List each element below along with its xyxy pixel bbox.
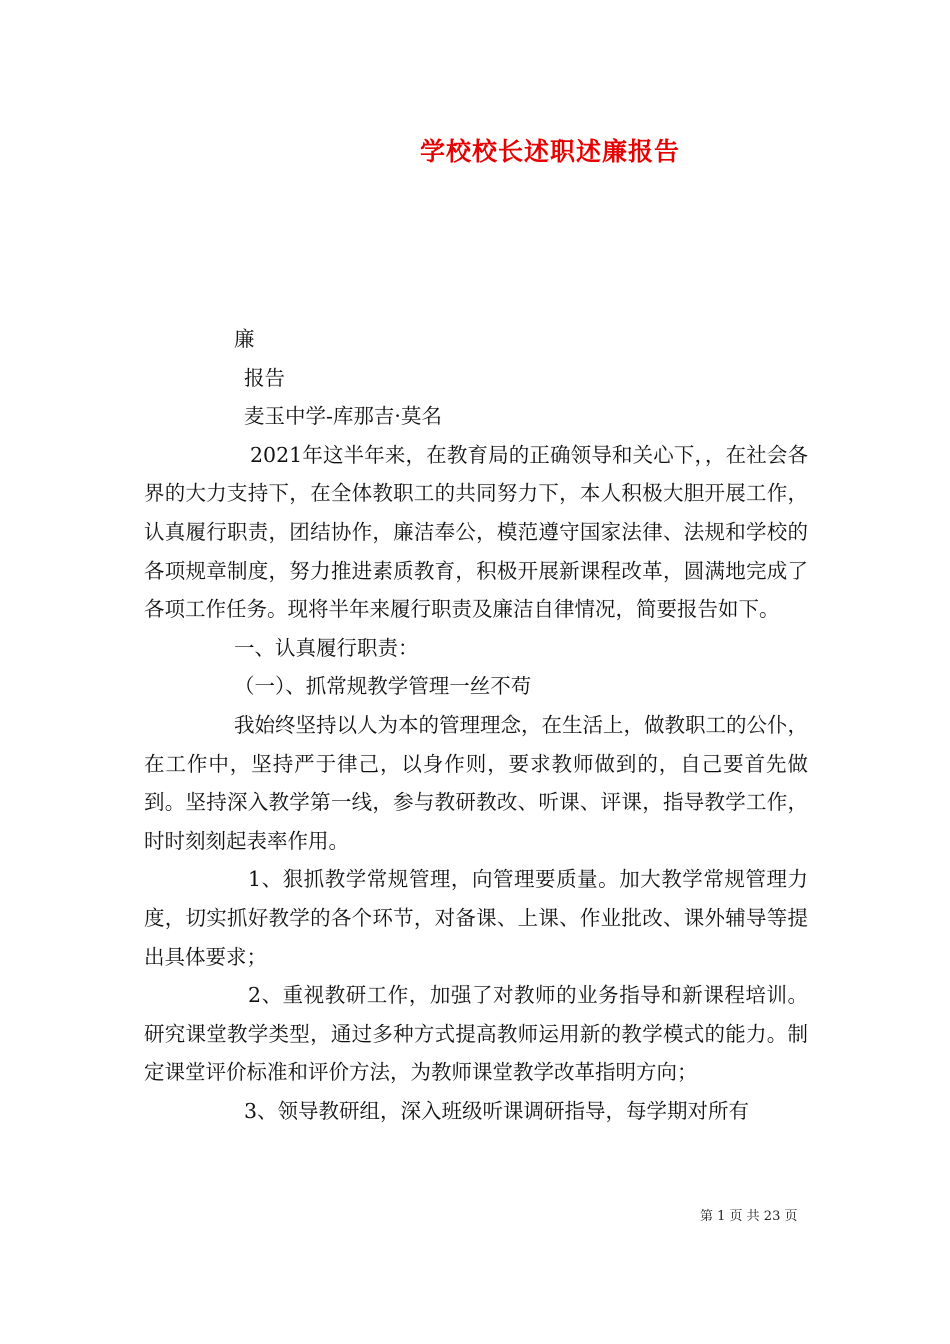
list-item-2: 2、重视教研工作，加强了对教师的业务指导和新课程培训。研究课堂教学类型，通过多种方式提高教师运用新的教学模式的能力。制定课堂评价标准和评价方法，为教师课堂教学改革指明方向； <box>144 983 808 1085</box>
list-item-3: 3、领导教研组，深入班级听课调研指导，每学期对所有 <box>244 1098 750 1123</box>
heading-fragment-report: 报告 <box>244 365 285 390</box>
heading-fragment-lian: 廉 <box>234 327 255 351</box>
author-line: 麦玉中学-库那吉·莫名 <box>244 404 442 429</box>
subsection-heading-1: （一）、抓常规教学管理一丝不苟 <box>234 674 532 699</box>
document-title: 学校校长述职述廉报告 <box>419 137 680 166</box>
section-heading-1: 一、认真履行职责： <box>234 635 419 660</box>
paragraph-management: 我始终坚持以人为本的管理理念，在生活上，做教职工的公仆，在工作中，坚持严于律己，以身作则，要求教师做到的，自己要首先做到。坚持深入教学第一线，参与教研教改、听课、评课，指导教学工作，时时刻刻起表率作用。 <box>144 712 808 853</box>
intro-paragraph: 2021年这半年来，在教育局的正确领导和关心下，，在社会各界的大力支持下，在全体教职工的共同努力下，本人积极大胆开展工作，认真履行职责，团结协作，廉洁奉公，模范遵守国家法律、法规和学校的各项规章制度，努力推进素质教育，积极开展新课程改革，圆满地完成了各项工作任务。现将半年来履行职责及廉洁自律情况，简要报告如下。 <box>144 442 808 622</box>
document-body <box>144 320 808 1130</box>
list-item-1: 1、狠抓教学常规管理，向管理要质量。加大教学常规管理力度，切实抓好教学的各个环节，对备课、上课、作业批改、课外辅导等提出具体要求； <box>144 867 808 969</box>
page-number-footer: 第 1 页 共 23 页 <box>700 1209 798 1224</box>
